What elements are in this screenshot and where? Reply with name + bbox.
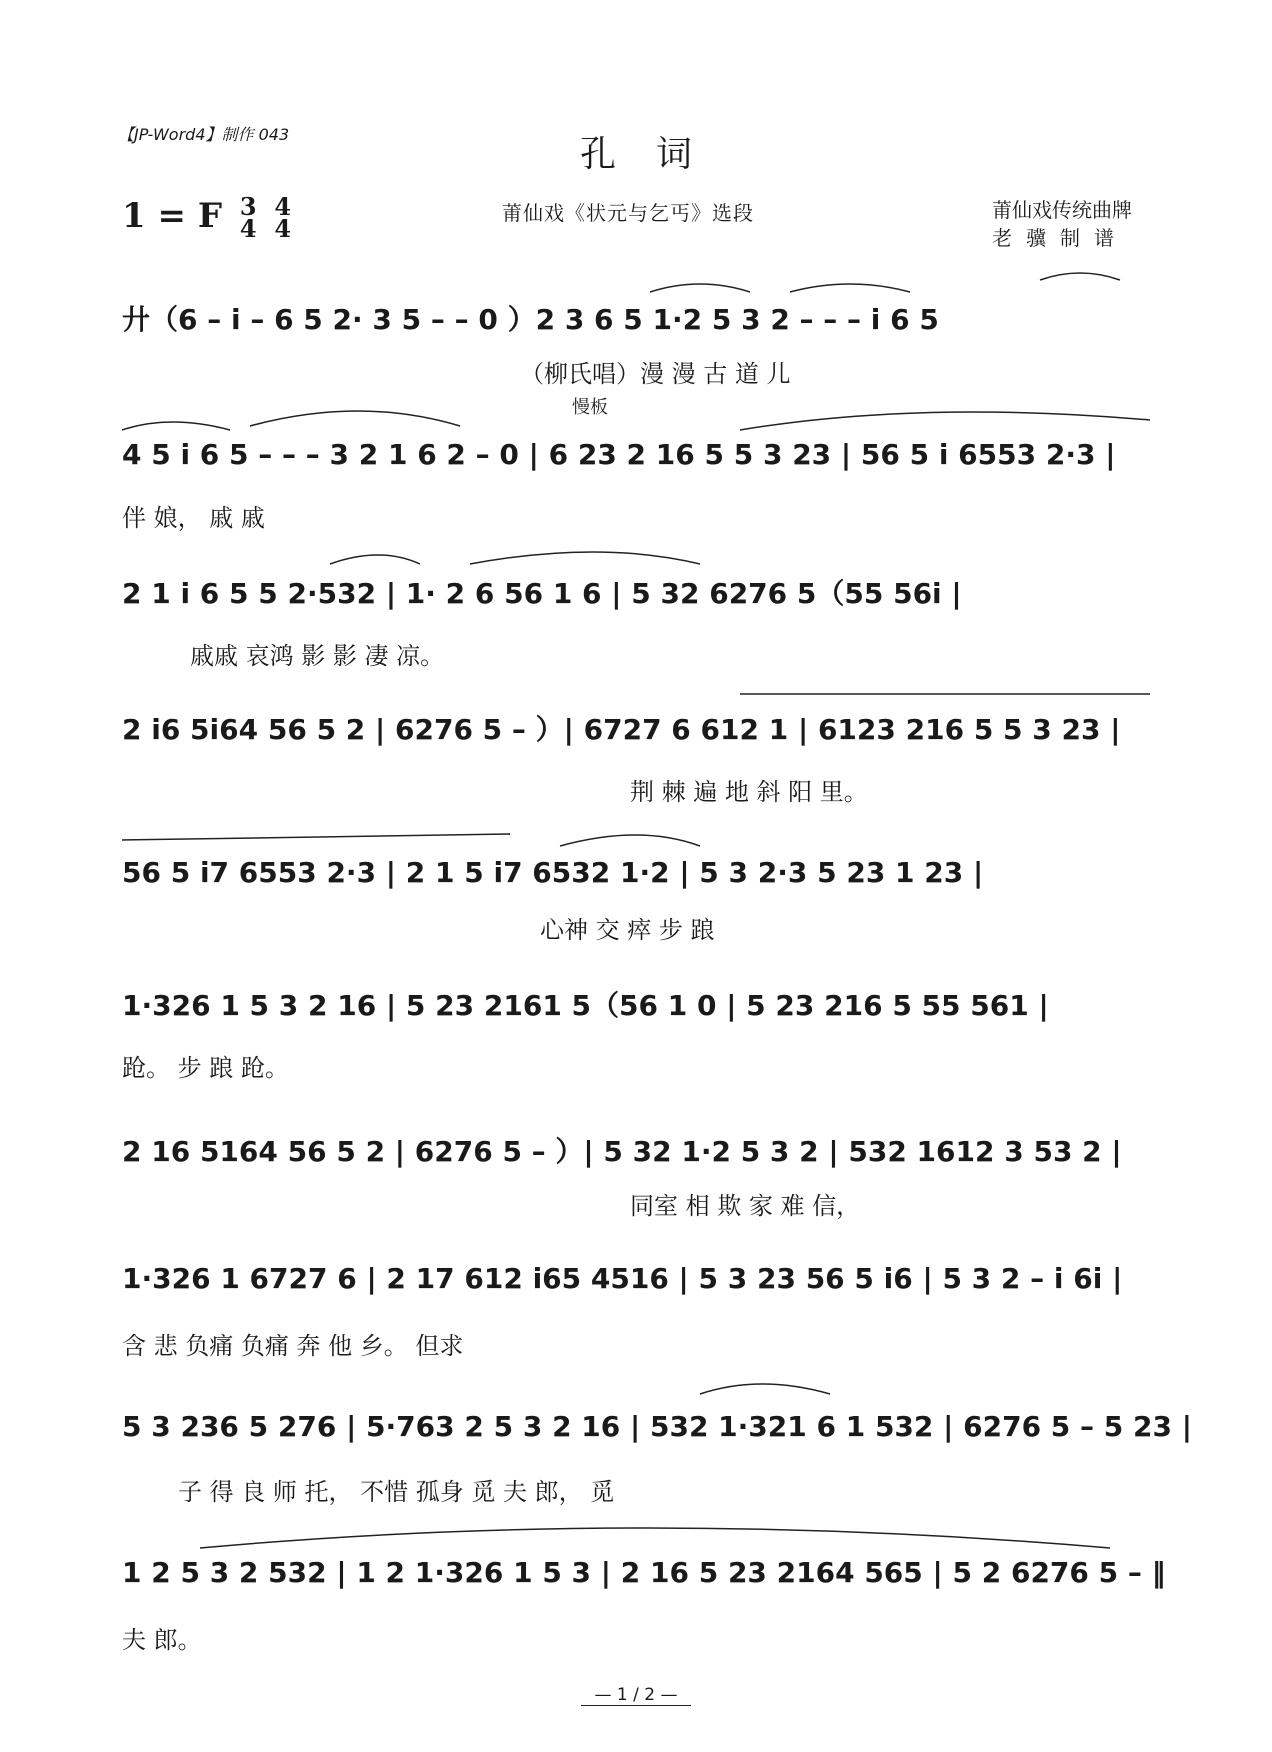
slur — [790, 284, 910, 292]
lyrics-line-2: 伴 娘， 戚 戚 — [122, 504, 265, 532]
time-signature-3-4: 3 4 — [239, 192, 257, 243]
key-label: 1 = F — [122, 196, 222, 236]
lyrics-line-8: 含 悲 负痛 负痛 奔 他 乡。 但求 — [122, 1332, 464, 1360]
lyrics-line-4: 荆 棘 遍 地 斜 阳 里。 — [630, 778, 868, 806]
subtitle: 莆仙戏《状元与乞丐》选段 — [502, 201, 754, 225]
time-signature-4-4: 4 4 — [274, 192, 292, 243]
tempo-mark: 慢板 — [572, 397, 608, 418]
lyrics-line-6: 跄。 步 踉 跄。 — [122, 1054, 289, 1082]
notation-line-2: 4 5 i 6 5 – – – 3 2 1 6 2 – 0 | 6 23 2 16 5 5 3 23 | 56 5 i 6553 2·3 | — [122, 438, 1116, 471]
page-number: — 1 / 2 — — [0, 1685, 1272, 1705]
slur — [200, 1528, 1110, 1548]
credit-source: 莆仙戏传统曲牌 — [992, 198, 1132, 222]
slur — [122, 422, 230, 430]
slur — [470, 552, 700, 564]
lyrics-line-3: 戚戚 哀鸿 影 影 凄 凉。 — [190, 642, 445, 670]
credit-notation: 老骥制谱 — [992, 226, 1128, 250]
slur — [330, 555, 420, 564]
notation-line-8: 1·326 1 6727 6 | 2 17 612 i65 4516 | 5 3 23 56 5 i6 | 5 3 2 – i 6i | — [122, 1262, 1123, 1295]
lyrics-line-7: 同室 相 欺 家 难 信， — [630, 1192, 861, 1220]
lyrics-line-1: （柳氏唱）漫 漫 古 道 儿 — [520, 360, 791, 388]
notation-line-4: 2 i6 5i64 56 5 2 | 6276 5 – ）| 6727 6 612 1 | 6123 216 5 5 3 23 | — [122, 713, 1121, 746]
notation-line-10: 1 2 5 3 2 532 | 1 2 1·326 1 5 3 | 2 16 5 23 2164 565 | 5 2 6276 5 – ‖ — [122, 1556, 1166, 1589]
tie-line — [122, 834, 510, 840]
slur — [250, 411, 460, 426]
page-title: 孔词 — [579, 134, 732, 175]
notation-line-9: 5 3 236 5 276 | 5·763 2 5 3 2 16 | 532 1·321 6 1 532 | 6276 5 – 5 23 | — [122, 1410, 1192, 1443]
lyrics-line-5: 心神 交 瘁 步 踉 — [540, 916, 715, 944]
notation-line-1: 廾（6 – i – 6 5 2· 3 5 – – 0 ）2 3 6 5 1·2 5 3 2 – – – i 6 5 — [122, 303, 939, 336]
slur — [740, 412, 1150, 430]
slur — [1040, 273, 1120, 280]
notation-line-5: 56 5 i7 6553 2·3 | 2 1 5 i7 6532 1·2 | 5 3 2·3 5 23 1 23 | — [122, 856, 984, 889]
slur — [560, 835, 700, 846]
notation-line-3: 2 1 i 6 5 5 2·532 | 1· 2 6 56 1 6 | 5 32 6276 5（55 56i | — [122, 577, 962, 610]
maker-note: 【JP-Word4】制作 043 — [118, 125, 290, 144]
lyrics-line-10: 夫 郎。 — [122, 1626, 202, 1654]
slur — [700, 1384, 830, 1394]
lyrics-line-9: 子 得 良 师 托， 不惜 孤身 觅 夫 郎， 觅 — [178, 1478, 615, 1506]
slur — [650, 284, 750, 292]
notation-line-6: 1·326 1 5 3 2 16 | 5 23 2161 5（56 1 0 | 5 23 216 5 55 561 | — [122, 989, 1049, 1022]
notation-line-7: 2 16 5164 56 5 2 | 6276 5 – ）| 5 32 1·2 5 3 2 | 532 1612 3 53 2 | — [122, 1135, 1122, 1168]
